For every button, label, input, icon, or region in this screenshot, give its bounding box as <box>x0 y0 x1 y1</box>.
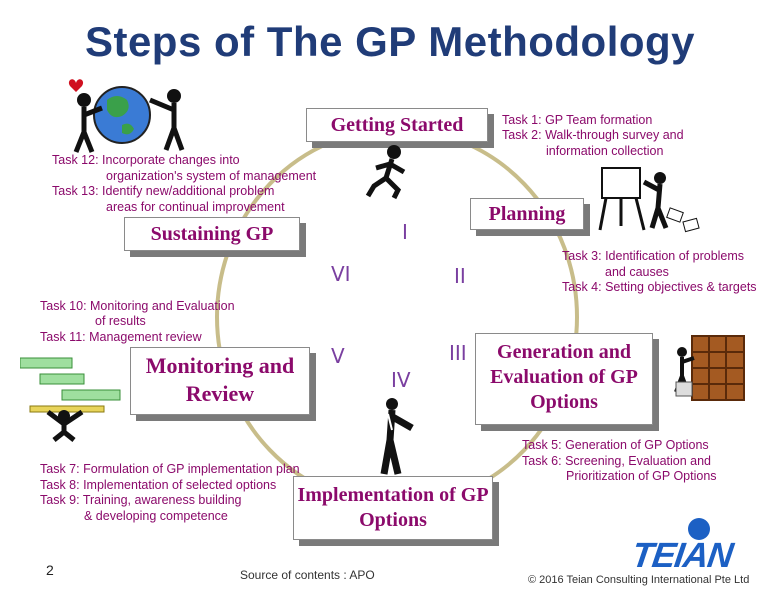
task-12-line2: organization's system of management <box>106 169 317 183</box>
task-5: Task 5: Generation of GP Options <box>522 438 709 452</box>
task-6-line2: Prioritization of GP Options <box>566 469 717 483</box>
task-9-line2: & developing competence <box>84 509 228 523</box>
numeral-3: III <box>449 341 467 365</box>
task-11: Task 11: Management review <box>40 330 202 344</box>
runner-illustration <box>360 142 420 202</box>
task-6-line1: Task 6: Screening, Evaluation and <box>522 454 712 468</box>
measuring-figure-illustration <box>20 350 130 442</box>
task-10-line2: of results <box>95 314 146 328</box>
copyright-note: © 2016 Teian Consulting International Pte Ltd <box>528 574 750 586</box>
task-2-line2: information collection <box>546 144 664 158</box>
pointing-figure-illustration <box>372 396 422 478</box>
step-implementation: Implementation of GP Options <box>293 476 493 540</box>
page-number: 2 <box>46 562 54 578</box>
task-4: Task 4: Setting objectives & targets <box>562 280 757 294</box>
task-3-line2: and causes <box>605 265 669 279</box>
numeral-2: II <box>454 264 466 288</box>
task-10-line1: Task 10: Monitoring and Evaluation <box>40 299 235 313</box>
task-12-line1: Task 12: Incorporate changes into <box>52 153 240 167</box>
task-2-line1: Task 2: Walk-through survey and <box>502 128 684 142</box>
numeral-6: VI <box>331 262 351 286</box>
globe-figures-illustration <box>62 70 197 155</box>
task-13-line1: Task 13: Identify new/additional problem <box>52 184 275 198</box>
step-generation-evaluation: Generation and Evaluation of GP Options <box>475 333 653 425</box>
numeral-4: IV <box>391 368 411 392</box>
easel-presenter-illustration <box>596 160 706 240</box>
numeral-1: I <box>402 220 408 244</box>
step-getting-started: Getting Started <box>306 108 488 142</box>
task-1: Task 1: GP Team formation <box>502 113 653 127</box>
task-3-line1: Task 3: Identification of problems <box>562 249 745 263</box>
teian-logo: TEIAN <box>629 536 735 575</box>
task-8: Task 8: Implementation of selected options <box>40 478 277 492</box>
task-13-line2: areas for continual improvement <box>106 200 285 214</box>
page-title: Steps of The GP Methodology <box>84 18 696 65</box>
shelves-illustration <box>672 330 752 410</box>
step-planning: Planning <box>470 198 584 230</box>
step-monitoring-review: Monitoring and Review <box>130 347 310 415</box>
step-sustaining-gp: Sustaining GP <box>124 217 300 251</box>
numeral-5: V <box>331 344 345 368</box>
task-7: Task 7: Formulation of GP implementation plan <box>40 462 300 476</box>
source-note: Source of contents : APO <box>240 568 375 582</box>
task-9-line1: Task 9: Training, awareness building <box>40 493 242 507</box>
